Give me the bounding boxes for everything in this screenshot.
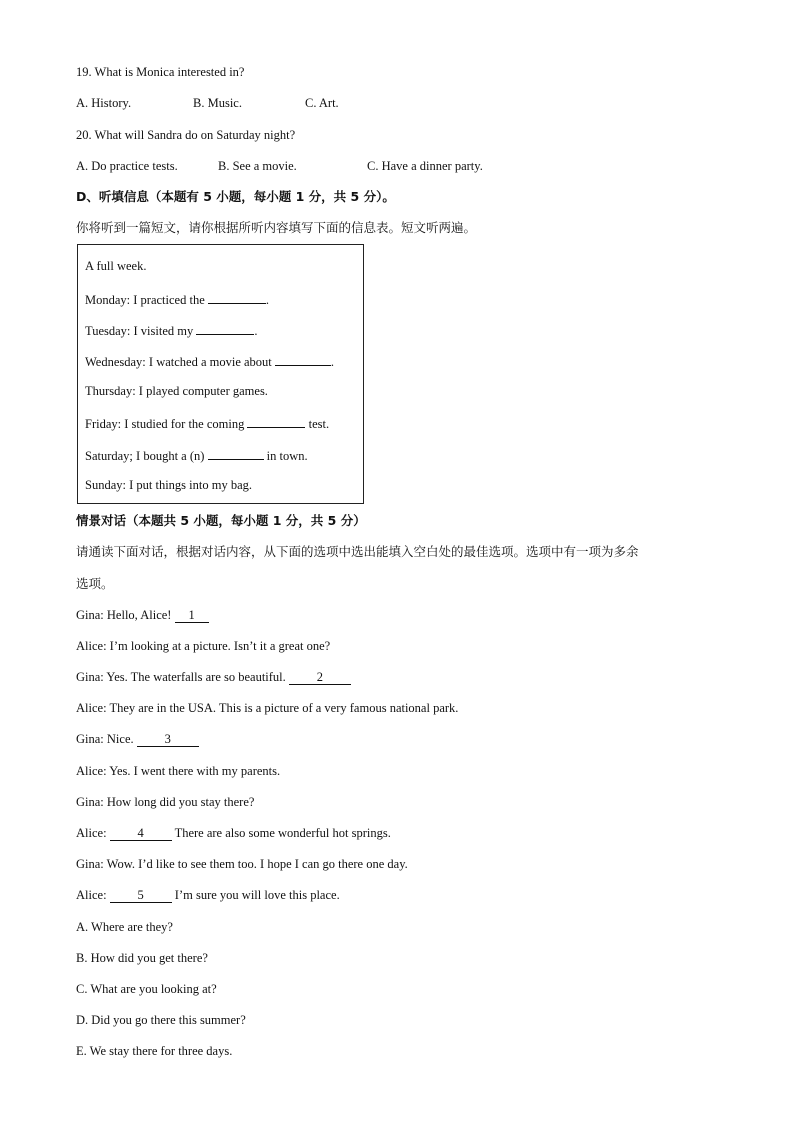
choice-b: B. How did you get there? <box>76 951 208 965</box>
q20-option-c: C. Have a dinner party. <box>367 159 483 173</box>
info-row-text: Monday: I practiced the <box>85 293 208 307</box>
q19-option-c: C. Art. <box>305 96 339 110</box>
q20-option-b: B. See a movie. <box>218 159 297 173</box>
info-row-friday <box>85 414 329 432</box>
dialogue-text: Alice: <box>76 888 110 902</box>
question-19: 19. What is Monica interested in? <box>76 65 245 79</box>
info-row-text: Wednesday: I watched a movie about <box>85 355 275 369</box>
answer-blank[interactable] <box>275 352 331 366</box>
info-row-suffix: . <box>330 355 335 369</box>
info-row-tuesday <box>85 321 257 339</box>
answer-blank[interactable] <box>247 414 305 428</box>
info-row-wednesday <box>85 352 334 370</box>
q20-option-a: A. Do practice tests. <box>76 159 178 173</box>
dialogue-line-8 <box>76 825 391 841</box>
info-row-suffix: . <box>265 293 269 307</box>
dialogue-text-after: There are also some wonderful hot springs. <box>171 826 391 840</box>
dialogue-instruction-line1: 请通读下面对话，根据对话内容，从下面的选项中选出能填入空白处的最佳选项。选项中有一项为多余 <box>76 544 639 559</box>
info-row-saturday <box>85 446 308 464</box>
dialogue-text: Gina: Yes. The waterfalls are so beautiful. <box>76 670 289 684</box>
info-row-monday <box>85 290 269 308</box>
dialogue-line-2: Alice: I’m looking at a picture. Isn’t it a great one? <box>76 639 331 653</box>
info-row-thursday: Thursday: I played computer games. <box>85 384 268 398</box>
info-table-title: A full week. <box>85 259 147 273</box>
question-20: 20. What will Sandra do on Saturday night? <box>76 128 296 142</box>
answer-blank[interactable] <box>208 446 264 460</box>
dialogue-text: Alice: <box>76 826 110 840</box>
dialogue-text: Gina: Hello, Alice! <box>76 608 175 622</box>
dialogue-line-9: Gina: Wow. I’d like to see them too. I hope I can go there one day. <box>76 857 408 871</box>
dialogue-line-10 <box>76 887 340 903</box>
info-row-suffix: test. <box>305 417 330 431</box>
choice-c: C. What are you looking at? <box>76 982 217 996</box>
section-d-instruction: 你将听到一篇短文，请你根据所听内容填写下面的信息表。短文听两遍。 <box>76 220 477 235</box>
section-d-heading: D、听填信息（本题有 5 小题，每小题 1 分，共 5 分）。 <box>76 189 395 204</box>
dialogue-line-5 <box>76 731 199 747</box>
answer-blank[interactable] <box>196 321 254 335</box>
dialogue-heading: 情景对话（本题共 5 小题，每小题 1 分，共 5 分） <box>76 513 366 528</box>
dialogue-blank-5[interactable]: 5 <box>110 888 172 903</box>
dialogue-blank-4[interactable]: 4 <box>110 826 172 841</box>
dialogue-line-4: Alice: They are in the USA. This is a picture of a very famous national park. <box>76 701 459 715</box>
dialogue-line-1 <box>76 607 209 623</box>
dialogue-instruction-line2: 选项。 <box>76 576 114 591</box>
choice-d: D. Did you go there this summer? <box>76 1013 246 1027</box>
dialogue-text: Gina: Nice. <box>76 732 137 746</box>
info-table <box>77 244 364 504</box>
choice-e: E. We stay there for three days. <box>76 1044 233 1058</box>
dialogue-line-3 <box>76 669 351 685</box>
dialogue-blank-2[interactable]: 2 <box>289 670 351 685</box>
dialogue-text-after: I’m sure you will love this place. <box>171 888 340 902</box>
info-row-suffix: . <box>254 324 258 338</box>
dialogue-blank-1[interactable]: 1 <box>175 608 209 623</box>
dialogue-line-6: Alice: Yes. I went there with my parents. <box>76 764 281 778</box>
dialogue-blank-3[interactable]: 3 <box>137 732 199 747</box>
dialogue-line-7: Gina: How long did you stay there? <box>76 795 255 809</box>
info-row-sunday: Sunday: I put things into my bag. <box>85 478 253 492</box>
info-row-suffix: in town. <box>263 449 308 463</box>
choice-a: A. Where are they? <box>76 920 173 934</box>
q19-option-b: B. Music. <box>193 96 242 110</box>
answer-blank[interactable] <box>208 290 266 304</box>
info-row-text: Tuesday: I visited my <box>85 324 197 338</box>
q19-option-a: A. History. <box>76 96 132 110</box>
info-row-text: Saturday; I bought a (n) <box>85 449 208 463</box>
info-row-text: Friday: I studied for the coming <box>85 417 248 431</box>
